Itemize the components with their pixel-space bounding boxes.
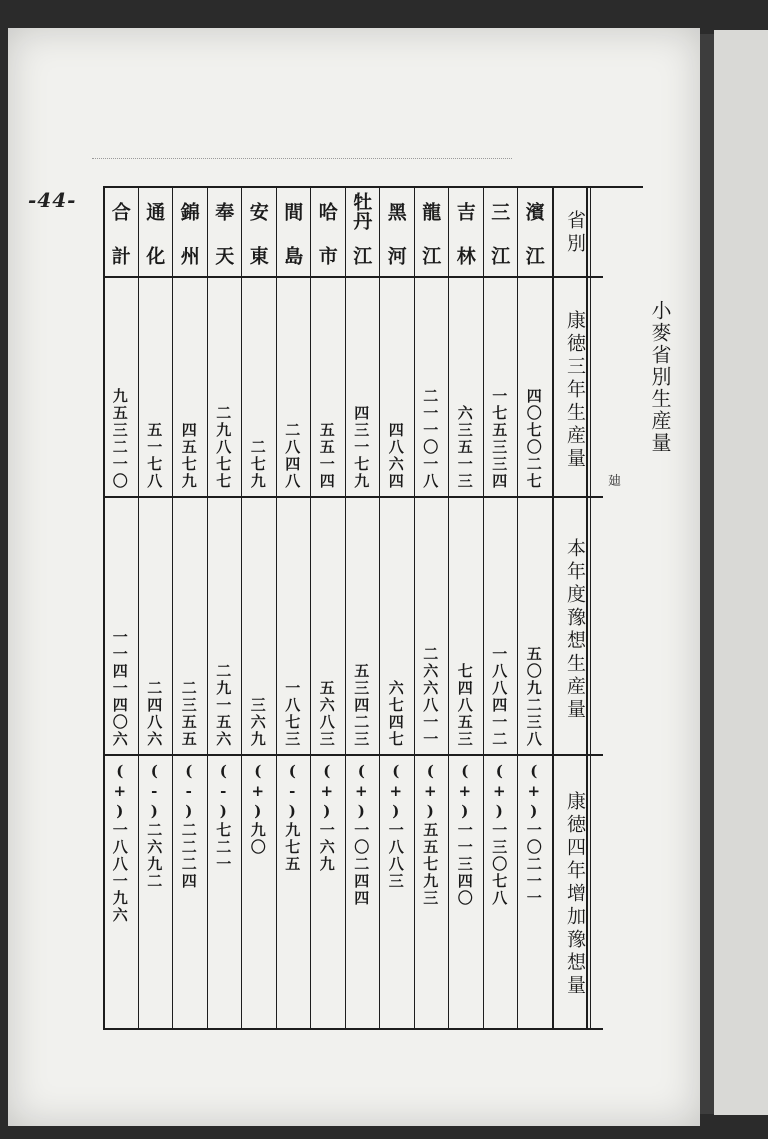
header-col-increase: 康徳四年增加豫想量 <box>564 790 586 998</box>
province-name-bottom: 東 <box>246 245 269 265</box>
province-name-bottom: 江 <box>419 245 442 265</box>
forecast-production: 一八七三 <box>283 680 302 748</box>
table-horizontal-rule <box>103 276 603 278</box>
adjacent-page-edge <box>714 30 768 1115</box>
forecast-production: 三六九 <box>248 697 267 748</box>
production-kangde3: 四八六四 <box>386 422 405 490</box>
increase-forecast: (+)五五七九三 <box>421 762 440 907</box>
province-name-top: 三 <box>488 201 511 221</box>
increase-forecast: (+)一三〇七八 <box>490 762 509 907</box>
province-name-top: 通 <box>143 201 166 221</box>
forecast-production: 五三四二三 <box>352 663 371 748</box>
province-name-top: 龍 <box>419 201 442 221</box>
province-name-top: 濱 <box>522 201 545 221</box>
province-name-bottom: 天 <box>212 245 235 265</box>
province-name-bottom: 林 <box>453 245 476 265</box>
production-kangde3: 四五七九 <box>179 422 198 490</box>
increase-forecast: (-)二六九二 <box>145 762 164 890</box>
increase-forecast: (-)二二二四 <box>179 762 198 890</box>
province-name-top: 合 <box>108 201 131 221</box>
table-title: 小麥省別生産量 <box>648 300 672 454</box>
forecast-production: 二六六八一一 <box>421 646 440 748</box>
forecast-production: 六七四七 <box>386 680 405 748</box>
increase-forecast: (+)一一三四〇 <box>455 762 474 907</box>
province-name-top: 黑 <box>384 201 407 221</box>
province-name-top: 哈 <box>315 201 338 221</box>
increase-forecast: (+)一八八三 <box>386 762 405 890</box>
production-kangde3: 二九八七七 <box>214 405 233 490</box>
increase-forecast: (+)一〇二一一 <box>524 762 543 907</box>
production-kangde3: 二八四八 <box>283 422 302 490</box>
increase-forecast: (-)九七五 <box>283 762 302 873</box>
header-province: 省別 <box>564 210 586 256</box>
province-name-bottom: 江 <box>350 245 373 265</box>
increase-forecast: (+)一〇二四四 <box>352 762 371 907</box>
table-horizontal-rule <box>103 496 603 498</box>
table-horizontal-rule <box>103 186 643 188</box>
production-kangde3: 四〇七〇二七 <box>524 388 543 490</box>
table-vertical-rule <box>552 186 554 1028</box>
page-number: -44- <box>28 188 77 212</box>
forecast-production: 一八八四一二 <box>490 646 509 748</box>
production-kangde3: 六三五一三 <box>455 405 474 490</box>
increase-forecast: (+)九〇 <box>248 762 267 856</box>
faint-ruled-line <box>92 158 512 159</box>
forecast-production: 二三五五 <box>179 680 198 748</box>
forecast-production: 七四八五三 <box>455 663 474 748</box>
increase-forecast: (-)七二一 <box>214 762 233 873</box>
increase-forecast: (+)一八八一九六 <box>110 762 129 924</box>
production-kangde3: 五五一四 <box>317 422 336 490</box>
province-name-top: 奉 <box>212 201 235 221</box>
province-name-top: 間 <box>281 201 304 221</box>
production-kangde3: 九五三二一〇 <box>110 388 129 490</box>
province-name-top: 牡丹 <box>350 192 373 230</box>
forecast-production: 五六八三 <box>317 680 336 748</box>
book-spine <box>700 34 714 1114</box>
province-name-bottom: 島 <box>281 245 304 265</box>
province-name-bottom: 化 <box>143 245 166 265</box>
production-table <box>103 186 639 1028</box>
forecast-production: 二九一五六 <box>214 663 233 748</box>
forecast-production: 二四八六 <box>145 680 164 748</box>
production-kangde3: 一七五三三四 <box>490 388 509 490</box>
header-col-forecast: 本年度豫想生産量 <box>564 538 586 722</box>
forecast-production: 五〇九二三八 <box>524 646 543 748</box>
province-name-bottom: 市 <box>315 245 338 265</box>
table-horizontal-rule <box>103 1028 603 1030</box>
province-name-bottom: 州 <box>177 245 200 265</box>
province-name-bottom: 江 <box>488 245 511 265</box>
province-name-top: 吉 <box>453 201 476 221</box>
handwritten-annotation: 廸 <box>608 474 622 489</box>
province-name-bottom: 計 <box>108 245 131 265</box>
production-kangde3: 二一一〇一八 <box>421 388 440 490</box>
province-name-bottom: 江 <box>522 245 545 265</box>
production-kangde3: 二七九 <box>248 439 267 490</box>
province-name-top: 安 <box>246 201 269 221</box>
forecast-production: 一一四一四〇六 <box>110 629 129 748</box>
table-horizontal-rule <box>103 754 603 756</box>
header-col-kangde3: 康徳三年生産量 <box>564 309 586 471</box>
province-name-bottom: 河 <box>384 245 407 265</box>
production-kangde3: 五一七八 <box>145 422 164 490</box>
increase-forecast: (+)一六九 <box>317 762 336 873</box>
production-kangde3: 四三一七九 <box>352 405 371 490</box>
table-vertical-rule <box>590 186 591 1028</box>
province-name-top: 錦 <box>177 201 200 221</box>
